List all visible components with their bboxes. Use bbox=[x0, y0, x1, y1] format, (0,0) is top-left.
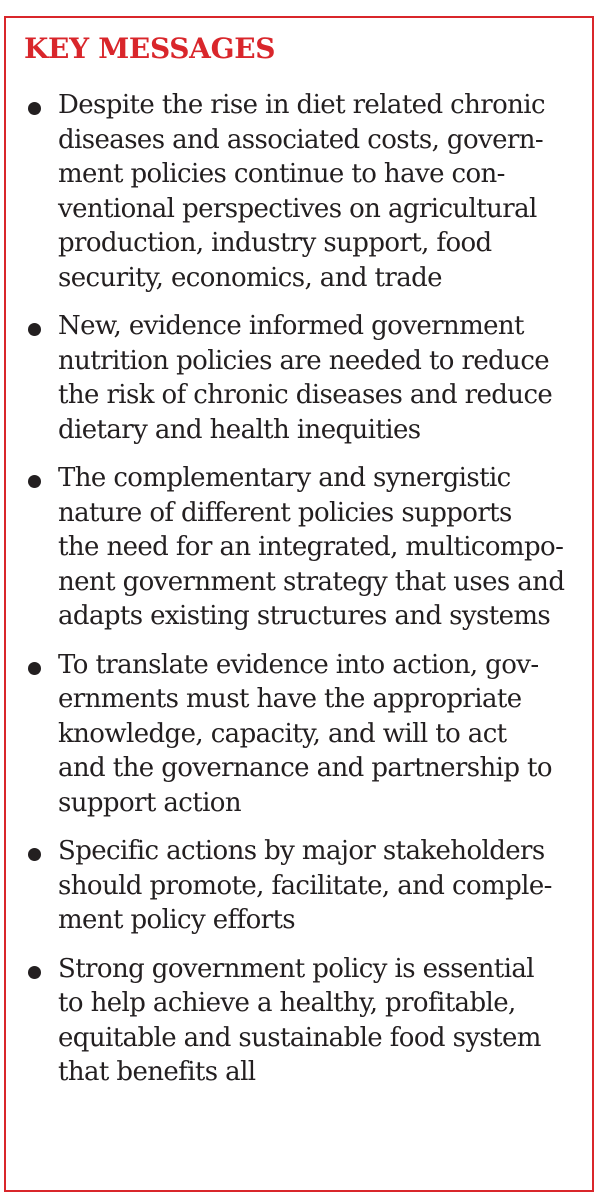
bullet-icon bbox=[28, 475, 41, 488]
message-text: Specific actions by major stakeholders should promote, facilitate, and comple- ment policy efforts bbox=[58, 836, 552, 935]
list-item bbox=[6, 309, 592, 447]
key-messages-list bbox=[6, 88, 592, 1104]
bullet-icon bbox=[28, 848, 41, 861]
list-item bbox=[6, 648, 592, 821]
message-text: To translate evidence into action, gov- ernments must have the appropriate knowledge, capacity, and will to act and the governance and partnership to support action bbox=[58, 649, 552, 818]
bullet-icon bbox=[28, 102, 41, 115]
message-text: Strong government policy is essential to help achieve a healthy, profitable, equitable and sustainable food system that benefits all bbox=[58, 953, 541, 1087]
bullet-icon bbox=[28, 966, 41, 979]
message-text: The complementary and synergistic nature of different policies supports the need for an integrated, multicompo- nent government strategy that uses and adapts existing structures and systems bbox=[58, 463, 565, 631]
list-item bbox=[6, 461, 592, 634]
bullet-icon bbox=[28, 662, 41, 675]
message-text: Despite the rise in diet related chronic diseases and associated costs, govern- ment policies continue to have con- ventional perspectives on agricultural production, industry support, food security, economics, and trade bbox=[58, 90, 545, 293]
key-messages-box bbox=[4, 16, 594, 1192]
list-item bbox=[6, 834, 592, 938]
list-item bbox=[6, 952, 592, 1090]
message-text: New, evidence informed government nutrition policies are needed to reduce the risk of chronic diseases and reduce dietary and health inequities bbox=[58, 311, 553, 445]
box-title: KEY MESSAGES bbox=[24, 32, 276, 65]
bullet-icon bbox=[28, 323, 41, 336]
list-item bbox=[6, 88, 592, 295]
